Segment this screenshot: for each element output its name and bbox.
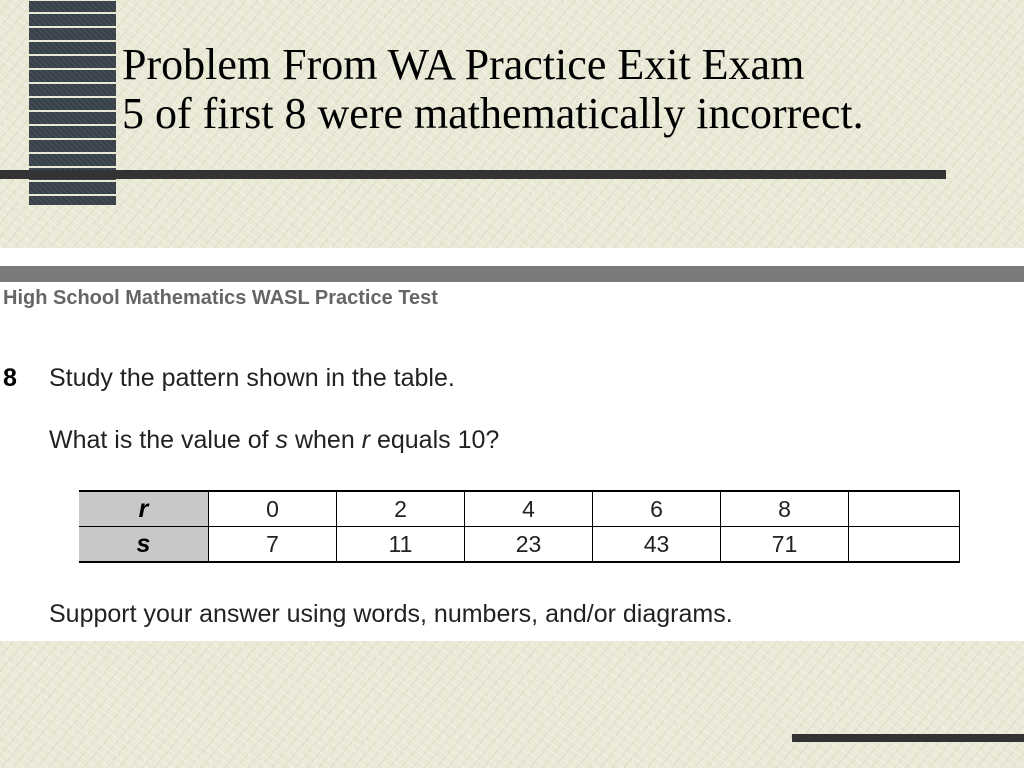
row-header-r: r <box>79 491 209 527</box>
worksheet-excerpt <box>0 248 1024 641</box>
worksheet-header-text: High School Mathematics WASL Practice Test <box>3 287 438 309</box>
table-cell: 8 <box>721 491 849 527</box>
slide-title-line-1: Problem From WA Practice Exit Exam <box>122 40 805 89</box>
pattern-table <box>79 490 960 563</box>
table-cell: 11 <box>337 527 465 563</box>
question-instruction: Study the pattern shown in the table. <box>49 364 455 392</box>
table-row-s <box>79 527 960 563</box>
table-cell: 7 <box>209 527 337 563</box>
row-header-s: s <box>79 527 209 563</box>
table-cell-empty <box>849 491 960 527</box>
support-instruction: Support your answer using words, numbers, and/or diagrams. <box>49 600 733 628</box>
table-cell: 0 <box>209 491 337 527</box>
table-cell: 6 <box>593 491 721 527</box>
title-divider-bar <box>0 170 946 179</box>
prompt-variable-r: r <box>361 426 371 454</box>
prompt-text-end: equals 10? <box>370 426 500 454</box>
worksheet-header-bar <box>0 266 1024 282</box>
question-number: 8 <box>3 364 17 392</box>
table-cell: 23 <box>465 527 593 563</box>
question-prompt <box>49 426 499 455</box>
table-cell: 71 <box>721 527 849 563</box>
slide-title-line-2: 5 of first 8 were mathematically incorrect. <box>122 89 864 138</box>
prompt-text-middle: when <box>288 426 362 454</box>
table-cell: 2 <box>337 491 465 527</box>
table-cell: 4 <box>465 491 593 527</box>
slide-title <box>122 40 864 138</box>
footer-accent-bar <box>792 734 1024 742</box>
table-row-r <box>79 491 960 527</box>
prompt-variable-s: s <box>275 426 289 454</box>
table-cell-empty <box>849 527 960 563</box>
table-cell: 43 <box>593 527 721 563</box>
prompt-text-start: What is the value of <box>49 426 276 454</box>
